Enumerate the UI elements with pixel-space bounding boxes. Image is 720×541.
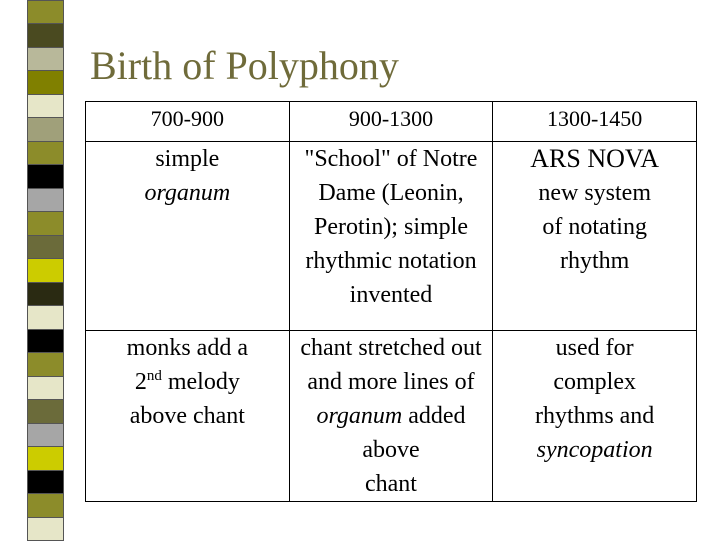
- strip-block: [27, 258, 64, 282]
- strip-block: [27, 70, 64, 94]
- strip-block: [27, 141, 64, 165]
- strip-block: [27, 211, 64, 235]
- strip-block: [27, 517, 64, 541]
- strip-block: [27, 399, 64, 423]
- slide-title: Birth of Polyphony: [90, 43, 399, 88]
- table-row: [86, 142, 697, 331]
- strip-block: [27, 117, 64, 141]
- strip-block: [27, 0, 64, 24]
- strip-block: [27, 188, 64, 212]
- table-row: [86, 331, 697, 502]
- cell-used-for: used for complex rhythms and syncopation: [493, 331, 697, 502]
- header-700-900: 700-900: [86, 102, 290, 142]
- cell-monks-add: monks add a 2nd melody above chant: [86, 331, 290, 502]
- strip-block: [27, 352, 64, 376]
- strip-block: [27, 470, 64, 494]
- cell-chant-stretched: chant stretched out and more lines of organum added above chant: [289, 331, 493, 502]
- header-1300-1450: 1300-1450: [493, 102, 697, 142]
- strip-block: [27, 493, 64, 517]
- strip-block: [27, 94, 64, 118]
- strip-block: [27, 235, 64, 259]
- strip-block: [27, 329, 64, 353]
- polyphony-table: [85, 101, 697, 502]
- strip-block: [27, 23, 64, 47]
- strip-block: [27, 376, 64, 400]
- cell-school-notre-dame: "School" of Notre Dame (Leonin, Perotin); simple rhythmic notation invented: [289, 142, 493, 331]
- strip-block: [27, 423, 64, 447]
- strip-block: [27, 164, 64, 188]
- cell-simple-organum: simple organum: [86, 142, 290, 331]
- decorative-strip: [27, 0, 64, 540]
- strip-block: [27, 305, 64, 329]
- table-header-row: [86, 102, 697, 142]
- strip-block: [27, 282, 64, 306]
- header-900-1300: 900-1300: [289, 102, 493, 142]
- strip-block: [27, 47, 64, 71]
- strip-block: [27, 446, 64, 470]
- cell-ars-nova: ARS NOVA new system of notating rhythm: [493, 142, 697, 331]
